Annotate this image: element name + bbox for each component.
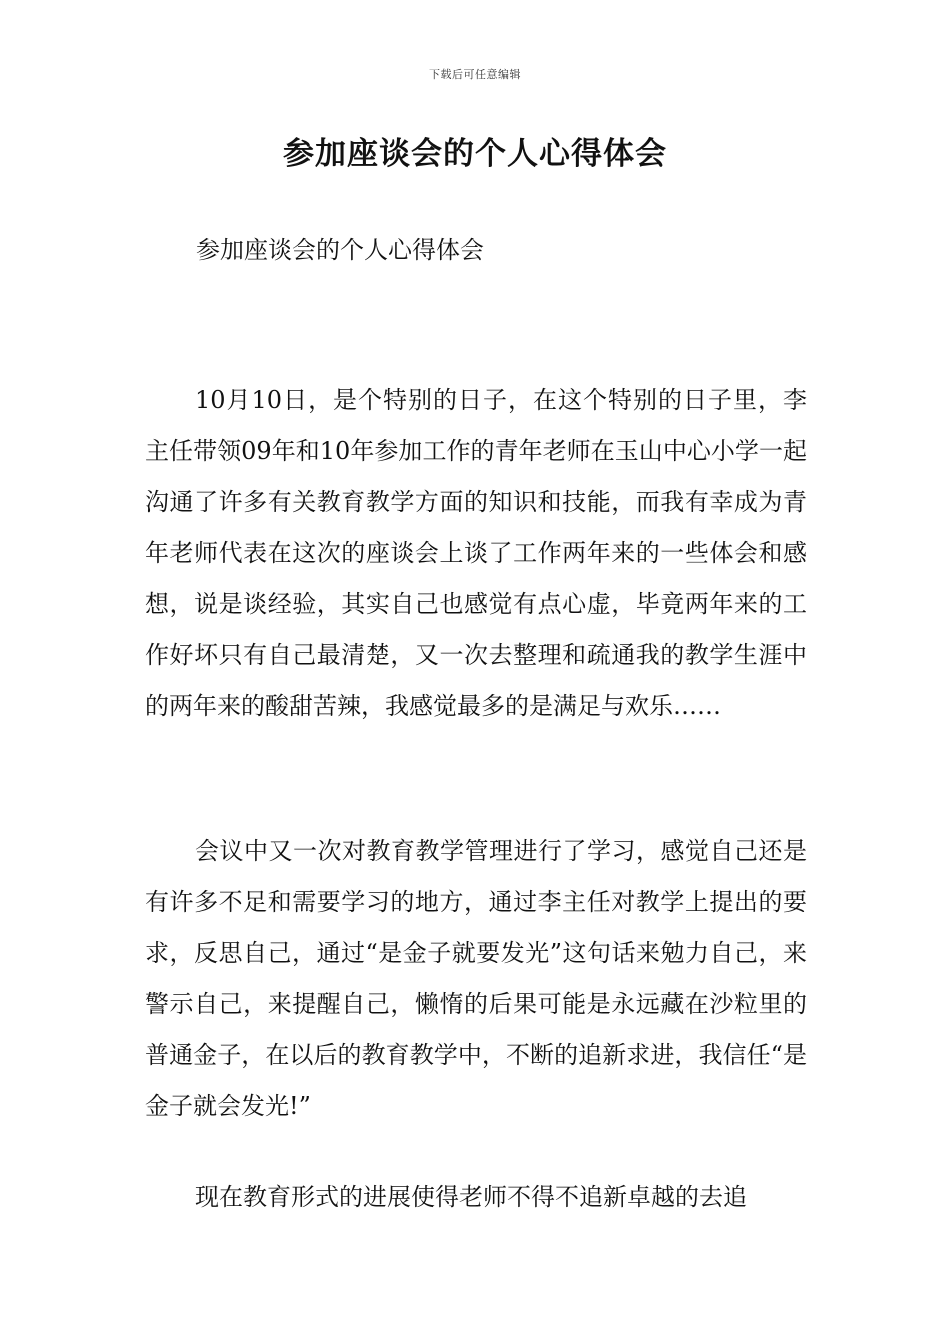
paragraph-2: 会议中又一次对教育教学管理进行了学习，感觉自己还是有许多不足和需要学习的地方，通过李主任对教学上提出的要求，反思自己，通过“是金子就要发光”这句话来勉力自己，来警示自己，来提醒自己，懒惰的后果可能是永远藏在沙粒里的普通金子，在以后的教育教学中，不断的追新求进，我信任“是金子就会发光!” — [145, 837, 807, 1120]
paragraph-3: 现在教育形式的进展使得老师不得不追新卓越的去追 — [195, 1183, 747, 1211]
document-subtitle: 参加座谈会的个人心得体会 — [196, 236, 484, 264]
paragraph-1: 10月10日，是个特别的日子，在这个特别的日子里，李主任带领09年和10年参加工作的青年老师在玉山中心小学一起沟通了许多有关教育教学方面的知识和技能，而我有幸成为青年老师代表在这次的座谈会上谈了工作两年来的一些体会和感想，说是谈经验，其实自己也感觉有点心虚，毕竟两年来的工作好坏只有自己最清楚，又一次去整理和疏通我的教学生涯中的两年来的酸甜苦辣，我感觉最多的是满足与欢乐…… — [145, 386, 807, 720]
header-note: 下载后可任意编辑 — [429, 68, 521, 81]
document-title: 参加座谈会的个人心得体会 — [283, 136, 667, 172]
